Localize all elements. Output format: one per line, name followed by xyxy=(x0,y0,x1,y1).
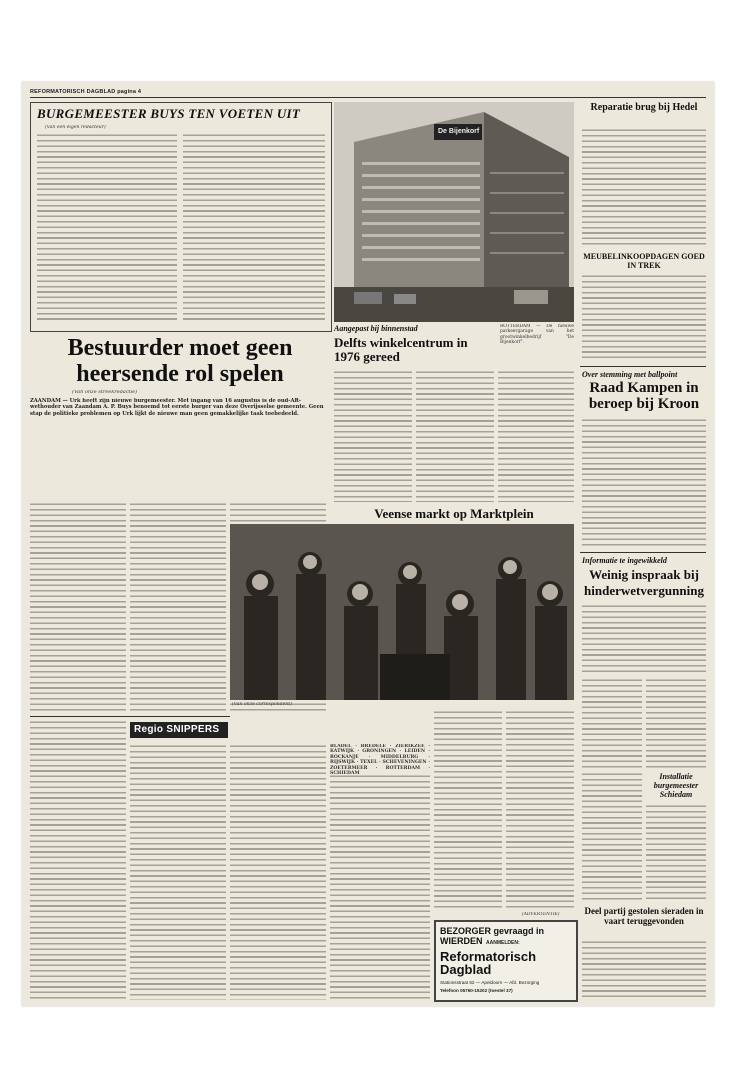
top-story-col-1 xyxy=(37,133,177,323)
right-col-misc xyxy=(582,772,642,902)
snippers-col-1 xyxy=(130,744,226,1000)
snippers-place: KATWIJK xyxy=(330,749,355,755)
building-sign: De Bijenkorf xyxy=(438,128,480,135)
top-story-title: BURGEMEESTER BUYS TEN VOETEN UIT xyxy=(37,106,301,121)
snippers-place: ZIERIKZEE xyxy=(395,744,425,749)
meubel-title: MEUBELINKOOPDAGEN GOED IN TREK xyxy=(583,252,705,270)
snippers-banner-text: Regio SNIPPERS xyxy=(134,724,220,735)
installatie-title: Installatie burgemeester Schiedam xyxy=(653,772,699,799)
building-caption: ROTTERDAM — De nieuwe parkeergarage van het grootwinkelbedrijf "De Bijenkorf". xyxy=(500,324,574,346)
snippers-place: BREDELE xyxy=(360,744,387,749)
snippers-place: RIJSWIJK xyxy=(330,760,355,766)
snippers-place: BLADEL xyxy=(330,744,352,749)
snippers-place: MIDDELBURG xyxy=(380,754,419,760)
main-col-2 xyxy=(130,502,226,712)
weinig-col-2 xyxy=(646,678,706,768)
top-story-col-2 xyxy=(183,133,325,323)
main-headline-line1: Bestuurder moet geen xyxy=(67,335,293,361)
page-header: REFORMATORISCH DAGBLAD pagina 4 xyxy=(30,89,142,95)
politie-title: Deel partij gestolen sieraden in vaart teruggevonden xyxy=(584,906,704,926)
building-illustration xyxy=(334,102,574,322)
markt-body-1 xyxy=(434,710,502,910)
politie-body xyxy=(582,940,706,1000)
ballpoint-kicker: Over stemming met ballpoint xyxy=(582,370,678,379)
top-story-box xyxy=(30,102,332,332)
markt-body-2 xyxy=(506,710,574,910)
ad-address: Stationsstraat 52 — Apeldoorn — Afd. Bezorging xyxy=(440,980,540,985)
snippers-top-rule xyxy=(30,716,230,717)
main-byline: (Van onze streekredactie) xyxy=(72,390,138,395)
main-lead: ZAANDAM — Urk heeft zijn nieuwe burgemeester. Met ingang van 16 augustus is de oud-AR-wethouder van Zaandam A. P. Buys benoemd tot eerste burger van deze Overijsselse gemeente. Geen stap de politieke problemen op Urk lijkt de nieuwe man geen gemakkelijke taak toebedeeld. xyxy=(30,398,324,417)
ad-line2: AANMELDEN: xyxy=(486,940,520,946)
weinig-col-1 xyxy=(582,678,642,768)
building-photo xyxy=(334,102,574,322)
snippers-place: GRONINGEN xyxy=(362,749,397,755)
snippers-section xyxy=(130,744,430,1000)
meubel-body xyxy=(582,274,706,362)
kampen-title: Raad Kampen in beroep bij Kroon xyxy=(588,380,700,412)
snippers-col-2 xyxy=(230,744,326,1000)
snippers-place: ROCKANJE xyxy=(330,754,359,760)
newspaper-page xyxy=(22,82,714,1006)
brug-title: Reparatie brug bij Hedel xyxy=(590,102,698,113)
main-col-1 xyxy=(30,502,126,712)
info-kicker: Informatie te ingewikkeld xyxy=(582,556,667,565)
right-rule-1 xyxy=(580,366,706,367)
ad-brand: Reformatorisch Dagblad xyxy=(440,949,537,977)
header-rule xyxy=(30,97,706,98)
snippers-placenames: BLADEL · BREDELE · ZIERIKZEE · KATWIJK · GRONINGEN · LEIDEN · ROCKANJE · MIDDELBURG · RIJSWIJK · TEXEL · SCHEVENINGEN · ZOETERMEER · ROTTERDAM · xyxy=(330,744,430,776)
snippers-banner xyxy=(130,722,228,738)
kampen-body xyxy=(582,418,706,548)
crowd-illustration xyxy=(230,524,574,700)
ad-line1: BEZORGER gevraagd in WIERDEN xyxy=(440,926,545,946)
main-headline-line2: heersende rol spelen xyxy=(76,361,284,387)
weinig-title-1: Weinig inspraak bij xyxy=(589,567,699,582)
delft-kicker: Aangepast bij binnenstad xyxy=(334,324,418,333)
snippers-place: LEIDEN xyxy=(404,749,426,755)
markt-photo xyxy=(230,524,574,700)
brug-body xyxy=(582,128,706,246)
markt-headline: Veense markt op Marktplein xyxy=(374,506,534,521)
snippers-col-3 xyxy=(330,744,430,1000)
top-story-byline: (Van een eigen redacteur) xyxy=(45,125,106,130)
snippers-place: TEXEL xyxy=(360,760,378,766)
delft-col-3 xyxy=(498,370,574,502)
weinig-title-2: hinderwetvergunning xyxy=(584,583,704,598)
snippers-place: ROTTERDAM xyxy=(385,765,421,771)
ad-tag: (ADVERTENTIE) xyxy=(522,912,560,917)
markt-caption: (Van onze correspondent) xyxy=(232,702,292,707)
snippers-col-3-body xyxy=(330,774,430,1000)
left-shorts-col xyxy=(30,720,126,1000)
installatie-body xyxy=(646,804,706,902)
ad-phone: Telefoon 05760-15202 (toestel 37) xyxy=(440,988,513,993)
delft-col-2 xyxy=(416,370,494,502)
weinig-lead xyxy=(582,604,706,674)
ad-box xyxy=(434,920,578,1002)
delft-col-1 xyxy=(334,370,412,502)
snippers-place: SCHEVENINGEN xyxy=(382,760,427,766)
snippers-place: ZOETERMEER xyxy=(330,765,368,771)
delft-headline: Delfts winkelcentrum in 1976 gereed xyxy=(334,335,468,364)
right-rule-2 xyxy=(580,552,706,553)
